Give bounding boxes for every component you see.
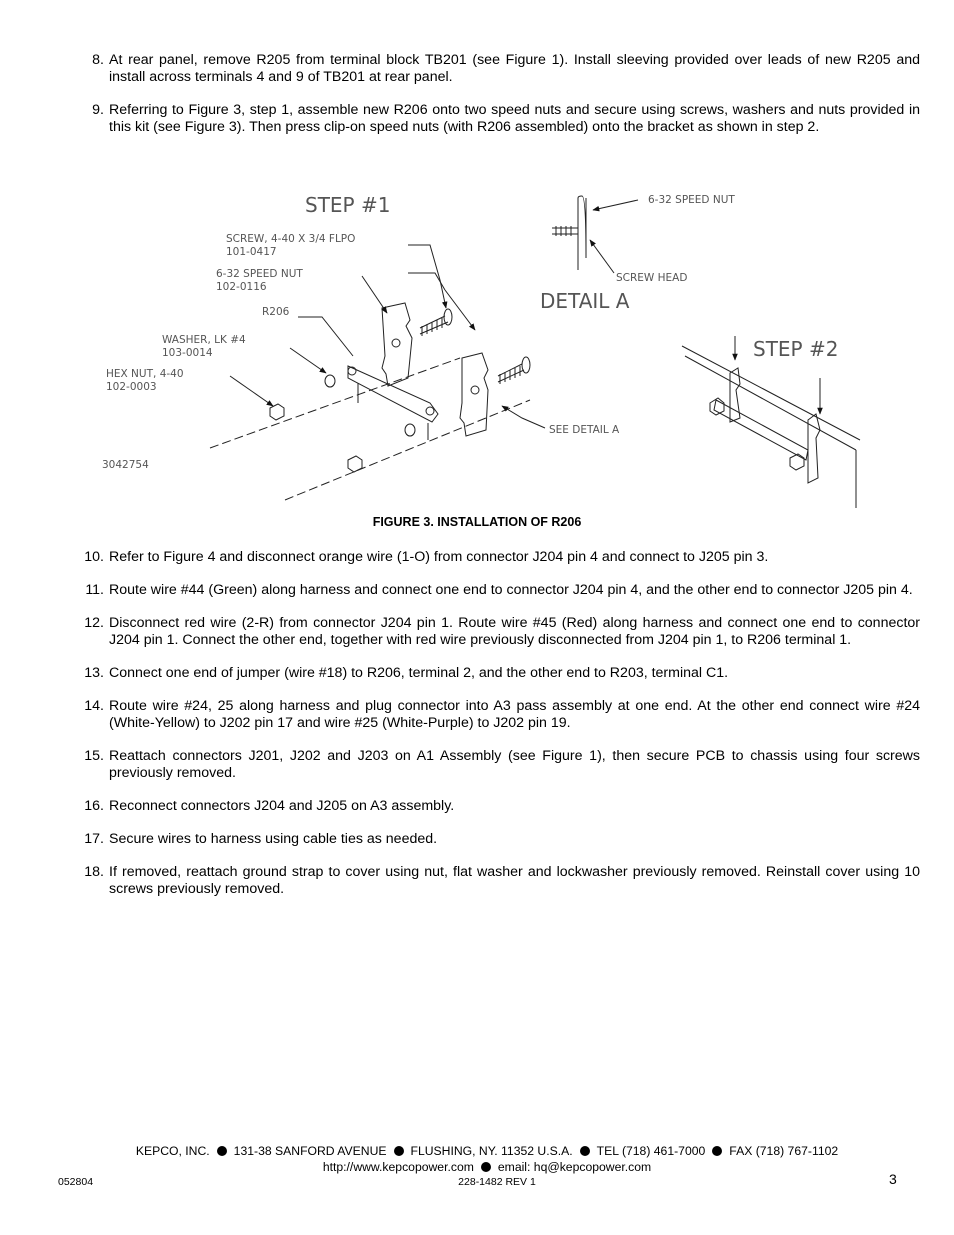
step-number: 9. bbox=[92, 102, 104, 118]
bullet-icon bbox=[580, 1146, 590, 1156]
step-number: 18. bbox=[84, 864, 104, 880]
website-link[interactable]: http://www.kepcopower.com bbox=[322, 1160, 474, 1174]
step-text: Referring to Figure 3, step 1, assemble new R206 onto two speed nuts and secure using screws, washers and nuts provided in this kit (see Figure 3). Then press clip-on speed nuts (with R206 assembled) onto the bracket as shown in step 2. bbox=[109, 102, 920, 135]
washer-part-number: 103-0014 bbox=[162, 347, 213, 359]
step-number: 15. bbox=[84, 748, 104, 764]
email-link[interactable]: email: hq@kepcopower.com bbox=[497, 1160, 652, 1174]
step-text: If removed, reattach ground strap to cover using nut, flat washer and lockwasher previously removed. Reinstall cover using 10 screws previously removed. bbox=[109, 864, 920, 897]
step-text: Refer to Figure 4 and disconnect orange wire (1-O) from connector J204 pin 4 and connect to J205 pin 3. bbox=[109, 549, 769, 565]
figure-caption: FIGURE 3. INSTALLATION OF R206 bbox=[372, 515, 582, 529]
bullet-icon bbox=[712, 1146, 722, 1156]
step-text: Secure wires to harness using cable ties as needed. bbox=[109, 831, 438, 847]
r206-label: R206 bbox=[262, 306, 290, 318]
step-item bbox=[78, 102, 920, 136]
company-fax: FAX (718) 767-1102 bbox=[729, 1144, 839, 1158]
figure-3-drawing bbox=[90, 178, 870, 513]
step-item bbox=[78, 864, 920, 898]
page-number: 3 bbox=[889, 1171, 897, 1187]
speed-nut-part-number: 102-0116 bbox=[216, 281, 267, 293]
bullet-icon bbox=[394, 1146, 404, 1156]
step-text: Route wire #44 (Green) along harness and connect one end to connector J204 pin 4, and the other end to connector J205 pin 4. bbox=[109, 582, 913, 598]
step-text: Disconnect red wire (2-R) from connector J204 pin 1. Route wire #45 (Red) along harness and connect one end to connector J204 pin 1. Connect the other end, together with red wire previously disconnected from J204 pin 1, to R206 terminal 1. bbox=[109, 615, 920, 648]
step-item bbox=[78, 549, 920, 566]
bullet-icon bbox=[481, 1162, 491, 1172]
step-item bbox=[78, 698, 920, 732]
step-item bbox=[78, 52, 920, 86]
step-text: Route wire #24, 25 along harness and plug connector into A3 pass assembly at one end. At the other end connect wire #24 (White-Yellow) to J202 pin 17 and wire #25 (White-Purple) to J202 pin 19. bbox=[109, 698, 920, 731]
bullet-icon bbox=[217, 1146, 227, 1156]
step-item bbox=[78, 665, 920, 682]
step-number: 17. bbox=[84, 831, 104, 847]
step2-label: STEP #2 bbox=[753, 337, 839, 361]
step-number: 12. bbox=[84, 615, 104, 631]
speed-nut-label: 6-32 SPEED NUT bbox=[216, 268, 303, 280]
company-city: FLUSHING, NY. 11352 U.S.A. bbox=[410, 1144, 573, 1158]
steps-list-top bbox=[78, 52, 920, 152]
date-code: 052804 bbox=[58, 1176, 94, 1188]
company-address: 131-38 SANFORD AVENUE bbox=[233, 1144, 387, 1158]
step-number: 16. bbox=[84, 798, 104, 814]
detail-screw-head-label: SCREW HEAD bbox=[616, 272, 688, 284]
drawing-number: 3042754 bbox=[102, 459, 149, 471]
screw-label: SCREW, 4-40 X 3/4 FLPO bbox=[226, 233, 356, 245]
step-item bbox=[78, 831, 920, 848]
step-number: 14. bbox=[84, 698, 104, 714]
detail-label: DETAIL A bbox=[540, 289, 630, 313]
washer-label: WASHER, LK #4 bbox=[162, 334, 246, 346]
step1-label: STEP #1 bbox=[305, 193, 391, 217]
step-item bbox=[78, 748, 920, 782]
detail-speed-nut-label: 6-32 SPEED NUT bbox=[648, 194, 735, 206]
step-item bbox=[78, 798, 920, 815]
step-number: 10. bbox=[84, 549, 104, 565]
company-name: KEPCO, INC. bbox=[135, 1144, 210, 1158]
company-tel: TEL (718) 461-7000 bbox=[596, 1144, 706, 1158]
step-text: Reattach connectors J201, J202 and J203 on A1 Assembly (see Figure 1), then secure PCB to chassis using four screws previously removed. bbox=[109, 748, 920, 781]
document-revision: 228-1482 REV 1 bbox=[458, 1176, 536, 1188]
hex-nut-label: HEX NUT, 4-40 bbox=[106, 368, 184, 380]
step-item bbox=[78, 582, 920, 599]
step-number: 8. bbox=[92, 52, 104, 68]
step-text: At rear panel, remove R205 from terminal block TB201 (see Figure 1). Install sleeving provided over leads of new R205 and install across terminals 4 and 9 of TB201 at rear panel. bbox=[109, 52, 920, 85]
step-item bbox=[78, 615, 920, 649]
see-detail-label: SEE DETAIL A bbox=[549, 424, 620, 436]
step-number: 13. bbox=[84, 665, 104, 681]
step-text: Reconnect connectors J204 and J205 on A3 assembly. bbox=[109, 798, 455, 814]
steps-list-bottom bbox=[78, 549, 920, 914]
step-number: 11. bbox=[85, 582, 104, 598]
footer-contact bbox=[0, 1144, 954, 1158]
hex-nut-part-number: 102-0003 bbox=[106, 381, 157, 393]
screw-part-number: 101-0417 bbox=[226, 246, 277, 258]
step-text: Connect one end of jumper (wire #18) to R206, terminal 2, and the other end to R203, terminal C1. bbox=[109, 665, 729, 681]
footer-web bbox=[0, 1160, 954, 1174]
installation-diagram bbox=[90, 178, 870, 513]
